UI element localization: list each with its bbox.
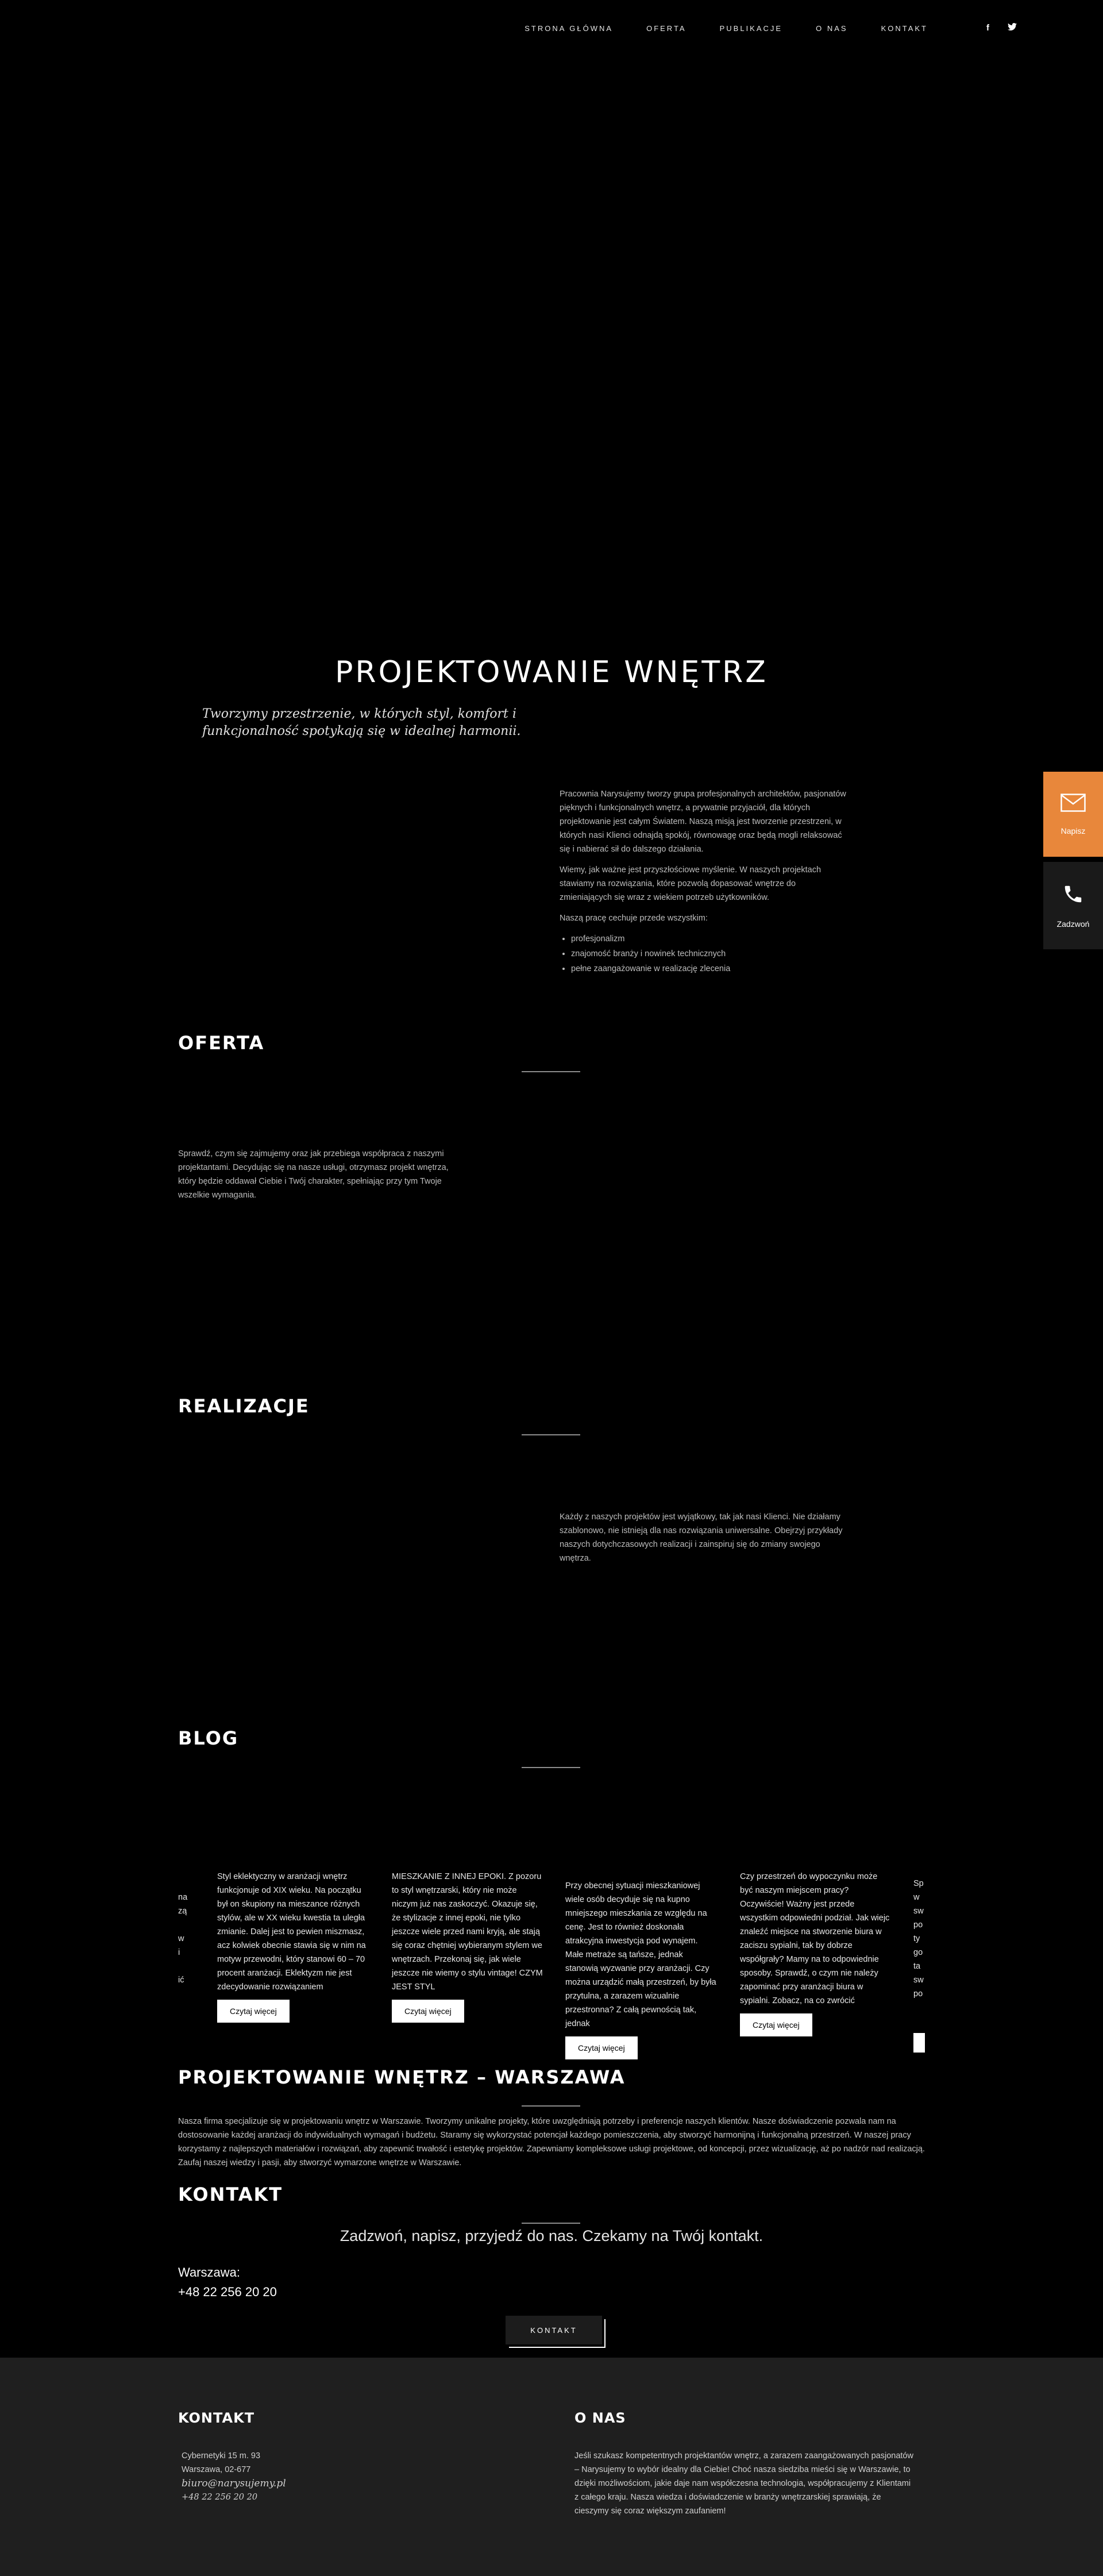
offer-divider [522, 1071, 580, 1072]
social-links [968, 23, 1017, 33]
nav-item-offer[interactable]: OFERTA [646, 24, 687, 33]
intro-text [560, 787, 847, 977]
contact-button[interactable]: KONTAKT [506, 2316, 602, 2344]
contact-city-block [178, 2263, 277, 2302]
read-more-button[interactable]: Czytaj więcej [217, 2000, 290, 2023]
intro-paragraph: Wiemy, jak ważne jest przyszłościowe myślenie. W naszych projektach stawiamy na rozwiązania, które pozwolą dopasować wnętrze do zmieniających się wraz z wiekiem potrzeb użytkowników. [560, 865, 822, 902]
contact-phone[interactable]: +48 22 256 20 20 [178, 2285, 277, 2299]
contact-lead: Zadzwoń, napisz, przyjedź do nas. Czekamy na Twój kontakt. [340, 2227, 763, 2244]
contact-heading: KONTAKT [178, 2184, 283, 2205]
write-to-us-label: Napisz [1060, 826, 1086, 835]
blog-heading: BLOG [178, 1727, 239, 1749]
offer-heading: OFERTA [178, 1032, 265, 1054]
warsaw-text: Nasza firma specjalizuje się w projektowaniu wnętrz w Warszawie. Tworzymy unikalne projekty, które uwzględniają potrzeby i preferencje naszych klientów. Nasze doświadczenie pozwala nam na dostosowanie każdej aranżacji do indywidualnych wymagań i budżetu. Staramy się wykorzystać potencjał każdego pomieszczenia, aby stworzyć harmonijną i funkcjonalną przestrzeń. W naszej pracy korzystamy z najlepszych materiałów i rozwiązań, aby zapewnić trwałość i estetykę projektów. Zapewniamy kompleksowe usługi projektowe, od koncepcji, przez wizualizację, aż po nadzór nad realizacją. Zaufaj naszej wiedzy i pasji, aby stworzyć wymarzone wnętrze w Warszawie. [178, 2117, 925, 2167]
blog-card-partial-left: na zą w i ić [178, 1893, 188, 1985]
nav-item-publications[interactable]: PUBLIKACJE [719, 24, 783, 33]
realizations-heading: REALIZACJE [178, 1395, 310, 1417]
list-item: • znajomość branży i nowinek technicznych [571, 947, 847, 961]
read-more-button[interactable]: Czytaj więcej [565, 2036, 638, 2059]
read-more-button-partial[interactable] [913, 2033, 925, 2053]
footer-address [182, 2449, 286, 2504]
footer-about-text: Jeśli szukasz kompetentnych projektantów wnętrz, a zarazem zaangażowanych pasjonatów – Narysujemy to wybór idealny dla Ciebie! Choć nasza siedziba mieści się w Warszawie, to dzięki możliwościom, jakie daje nam współczesna technologia, współpracujemy z Klientami z całego kraju. Nasza wiedza i doświadczenie w branży wnętrzarskiej sprawiają, że cieszymy się coraz większym zaufaniem! [574, 2451, 913, 2516]
hero-title: PROJEKTOWANIE WNĘTRZ [335, 655, 768, 690]
realizations-divider [522, 1434, 580, 1435]
contact-divider [522, 2223, 580, 2224]
realizations-text: Każdy z naszych projektów jest wyjątkowy, tak jak nasi Klienci. Nie działamy szablonowo, nie istnieją dla nas rozwiązania uniwersalne. Obejrzyj przykłady naszych dotychczasowych realizacji i zainspiruj się do zmiany swojego wnętrza. [560, 1512, 843, 1563]
features-list [571, 932, 847, 976]
read-more-button[interactable]: Czytaj więcej [740, 2013, 812, 2036]
footer [0, 2358, 1103, 2576]
blog-card-partial-right: Sp w sw po ty go ta sw po [913, 1879, 924, 1999]
read-more-button[interactable]: Czytaj więcej [392, 2000, 464, 2023]
warsaw-divider [522, 2105, 580, 2107]
blog-card [565, 1879, 718, 2059]
address-city: Warszawa, 02-677 [182, 2465, 251, 2474]
blog-card-excerpt: Czy przestrzeń do wypoczynku może być naszym miejscem pracy? Oczywiście! Ważny jest przede wszystkim odpowiedni podział. Jak wiejc znaleźć miejsce na stworzenie biura w zaciszu sypialni, tak by dobrze współgrały? Mamy na to odpowiednie sposoby. Sprawdź, o czym nie należy zapominać przy aranżacji biura w sypialni. Zobacz, na co zwrócić [740, 1872, 890, 2005]
main-nav [491, 23, 1017, 33]
warsaw-heading: PROJEKTOWANIE WNĘTRZ – WARSZAWA [178, 2066, 626, 2088]
blog-card-excerpt: Przy obecnej sytuacji mieszkaniowej wiele osób decyduje się na kupno mniejszego mieszkania ze względu na cenę. Jest to również doskonała atrakcyjna inwestycja pod wynajem. Małe metraże są tańsze, jednak stanowią wyzwanie przy aranżacji. Czy można urządzić małą przestrzeń, by była przytulna, a zarazem wizualnie przestronna? Z całą pewnością tak, jednak [565, 1881, 716, 2028]
blog-card-excerpt: MIESZKANIE Z INNEJ EPOKI. Z pozoru to styl wnętrzarski, który nie może niczym już nas zaskoczyć. Okazuje się, że stylizacje z innej epoki, nie tylko jeszcze wiele przed nami kryją, ale stają się coraz chętniej wybieranym stylem we wnętrzach. Przekonaj się, jak wiele jeszcze nie wiemy o stylu vintage! CZYM JEST STYL [392, 1872, 543, 1992]
blog-card [740, 1870, 892, 2036]
twitter-icon[interactable] [1008, 23, 1017, 33]
envelope-icon [1060, 793, 1086, 816]
hero-subtitle: Tworzymy przestrzenie, w których styl, komfort i funkcjonalność spotykają się w idealnej harmonii. [202, 707, 521, 738]
intro-paragraph: Naszą pracę cechuje przede wszystkim: [560, 914, 708, 923]
contact-city: Warszawa: [178, 2265, 240, 2279]
call-us-button[interactable] [1043, 862, 1103, 949]
footer-about-heading: O NAS [574, 2410, 626, 2426]
intro-paragraph: Pracownia Narysujemy tworzy grupa profesjonalnych architektów, pasjonatów pięknych i funkcjonalnych wnętrz, a prywatnie przyjaciół, dla których projektowanie jest całym Światem. Naszą misją jest tworzenie przestrzeni, w których nasi Klienci odnajdą spokój, równowagę oraz będą mogli relaksować się i nabierać sił do dalszego działania. [560, 790, 846, 854]
phone-icon [1062, 883, 1084, 909]
blog-card [217, 1870, 369, 2023]
blog-card-excerpt: Styl eklektyczny w aranżacji wnętrz funkcjonuje od XIX wieku. Na początku był on skupiony na mieszance różnych stylów, ale w XX wieku kwestia ta uległa zmianie. Dalej jest to pewien miszmasz, acz kolwiek obecnie stawia się w nim na motyw przewodni, który stanowi 60 – 70 procent aranżacji. Eklektyzm nie jest zdecydowanie rozwiązaniem [217, 1872, 366, 1992]
footer-email[interactable]: biuro@narysujemy.pl [182, 2478, 286, 2489]
blog-card [392, 1870, 544, 2023]
facebook-icon[interactable]: f [986, 23, 989, 33]
list-item: • pełne zaangażowanie w realizację zlecenia [571, 962, 847, 976]
footer-phone[interactable]: +48 22 256 20 20 [182, 2493, 258, 2502]
list-item: • profesjonalizm [571, 932, 847, 946]
footer-contact-heading: KONTAKT [178, 2410, 255, 2426]
nav-item-contact[interactable]: KONTAKT [881, 24, 928, 33]
call-us-label: Zadzwoń [1056, 919, 1090, 929]
nav-item-about[interactable]: O NAS [816, 24, 848, 33]
address-street: Cybernetyki 15 m. 93 [182, 2451, 261, 2461]
blog-divider [522, 1767, 580, 1768]
offer-text: Sprawdź, czym się zajmujemy oraz jak przebiega współpraca z naszymi projektantami. Decydując się na nasze usługi, otrzymasz projekt wnętrza, który będzie oddawał Ciebie i Twój charakter, spełniając przy tym Twoje wszelkie wymagania. [178, 1149, 449, 1200]
nav-item-home[interactable]: STRONA GŁÓWNA [524, 24, 614, 33]
write-to-us-button[interactable] [1043, 772, 1103, 857]
